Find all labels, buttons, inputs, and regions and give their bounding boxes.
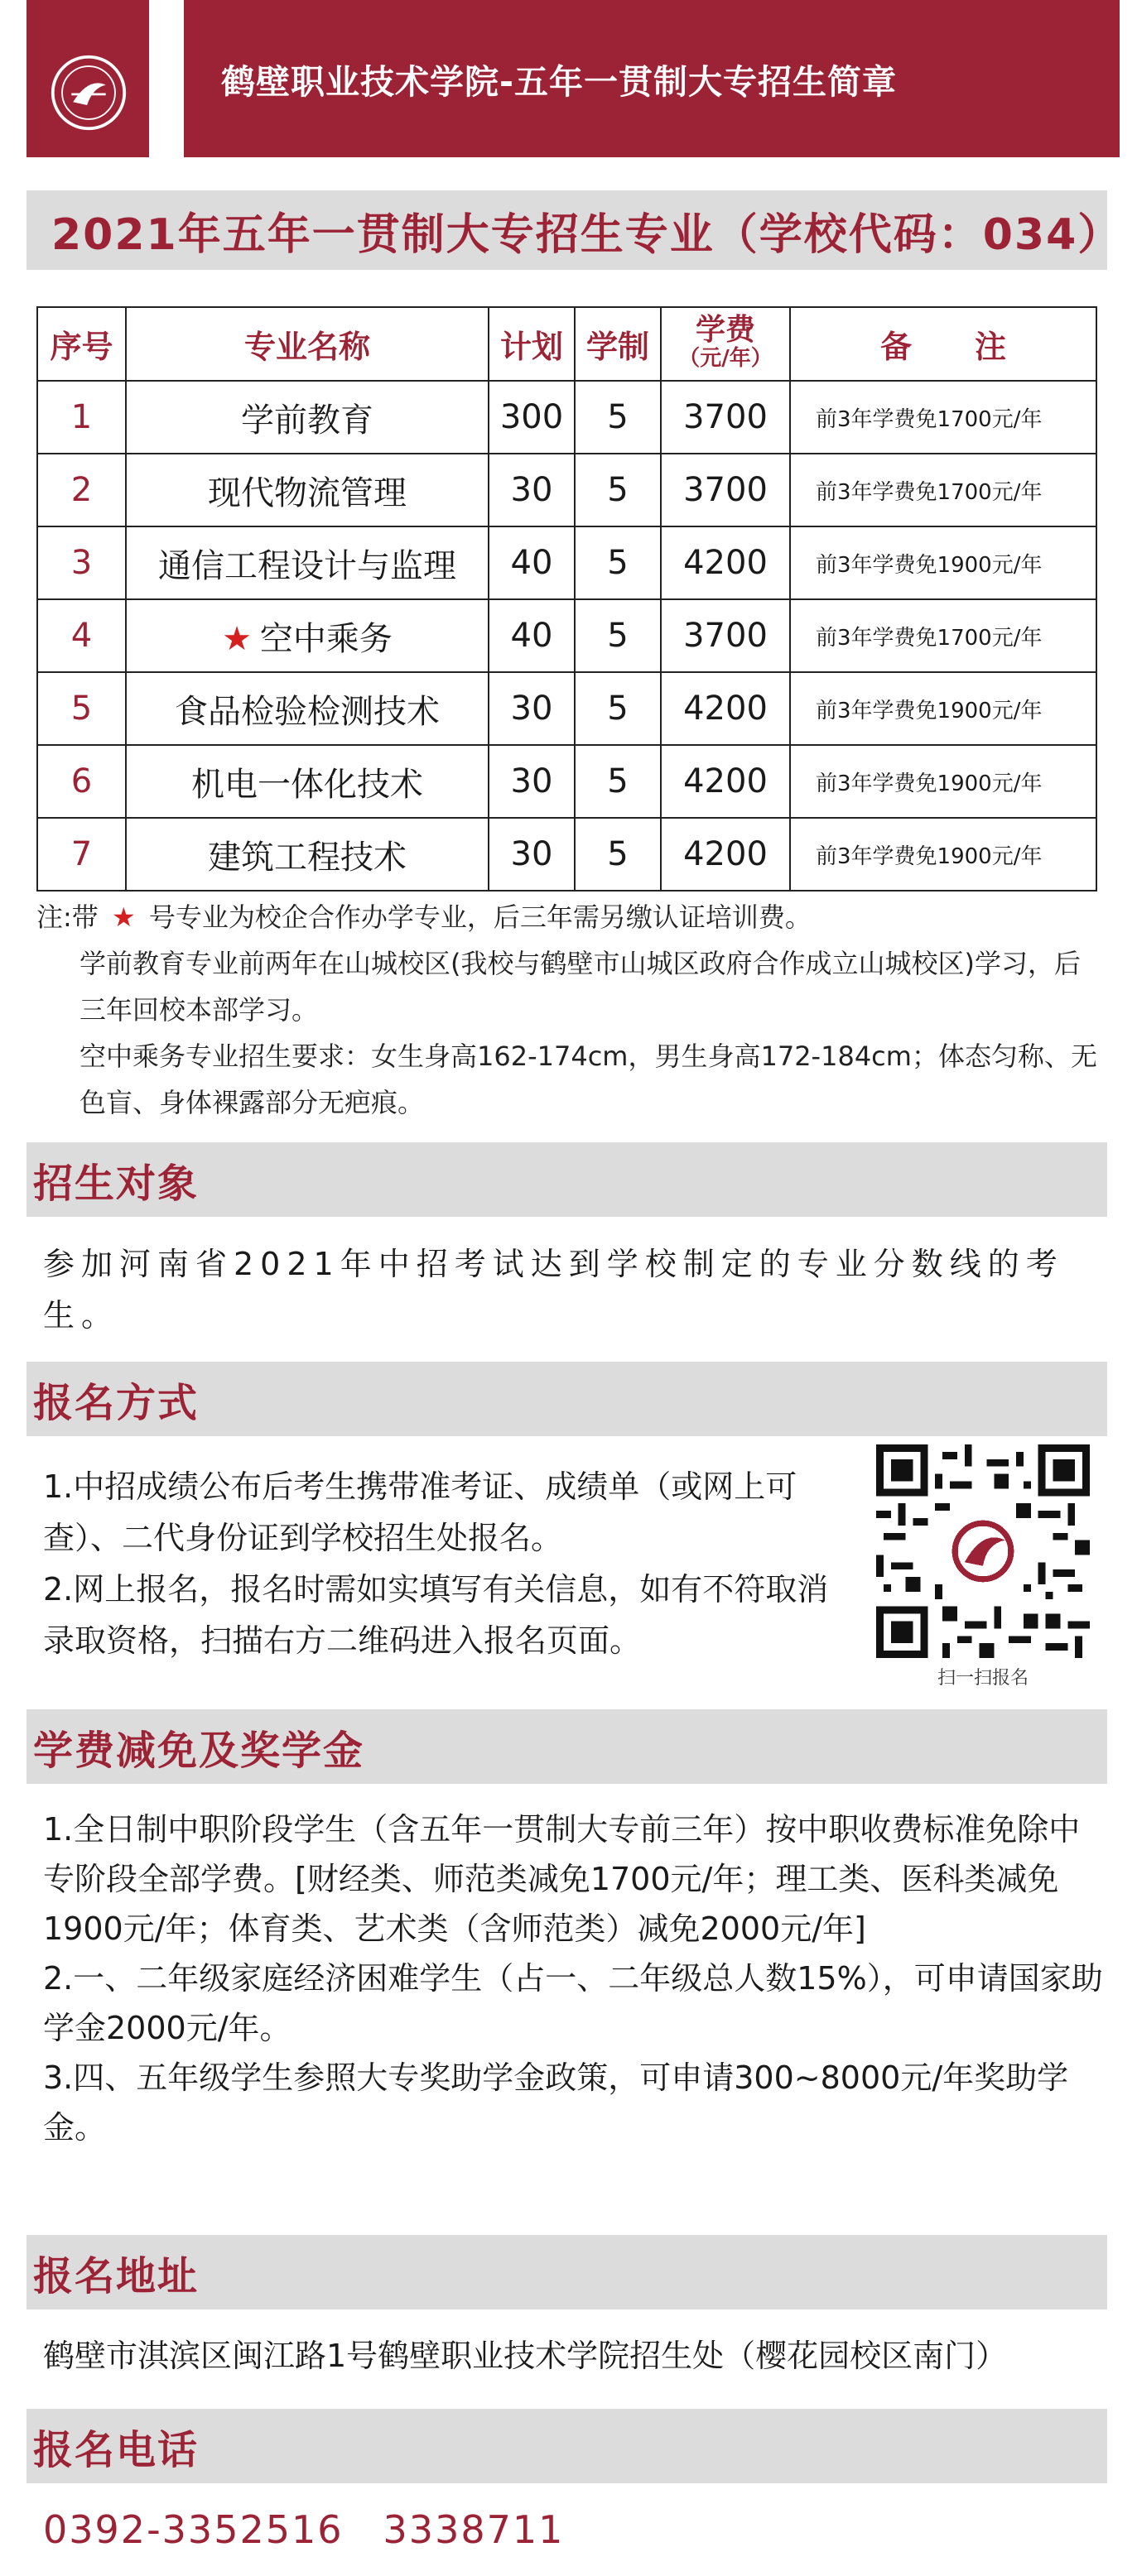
section-fees-title: 学费减免及奖学金 (33, 1727, 365, 1774)
row-fee: 4200 (661, 745, 790, 818)
subtitle-bar (26, 190, 1123, 270)
row-fee: 3700 (661, 454, 790, 526)
header-title-panel (184, 0, 1120, 157)
note-line-3: 空中乘务专业招生要求：女生身高162-174cm，男生身高172-184cm；体态匀称、无色盲、身体裸露部分无疤痕。 (79, 1040, 1097, 1118)
row-plan: 40 (489, 526, 575, 599)
note-line-1 (36, 894, 1105, 940)
target-text: 参加河南省2021年中招考试达到学校制定的专业分数线的考生。 (43, 1246, 1064, 1334)
row-fee: 4200 (661, 672, 790, 745)
table-row (37, 818, 1096, 891)
header-name: 专业名称 (126, 307, 489, 381)
row-index: 2 (37, 454, 126, 526)
row-note: 前3年学费免1700元/年 (790, 599, 1096, 672)
row-name-cell (126, 599, 489, 672)
row-fee: 3700 (661, 599, 790, 672)
register-item-1: 1.中招成绩公布后考生携带准考证、成绩单（或网上可查）、二代身份证到学校招生处报名。 (43, 1468, 797, 1556)
row-name: 通信工程设计与监理 (126, 526, 489, 599)
row-plan: 30 (489, 818, 575, 891)
qr-caption: 扫一扫报名 (937, 1668, 1029, 1689)
table-row (37, 672, 1096, 745)
row-plan: 300 (489, 381, 575, 454)
section-address (26, 2235, 1107, 2309)
registration-qr-code[interactable] (876, 1444, 1090, 1658)
row-years: 5 (575, 818, 661, 891)
row-name: 学前教育 (126, 381, 489, 454)
section-address-title: 报名地址 (33, 2252, 200, 2300)
row-index: 6 (37, 745, 126, 818)
fees-items (43, 1805, 1111, 2152)
address-text: 鹤壁市淇滨区闽江路1号鹤壁职业技术学院招生处（樱花园校区南门） (43, 2338, 1008, 2374)
row-index: 1 (37, 381, 126, 454)
row-note: 前3年学费免1900元/年 (790, 672, 1096, 745)
row-index: 4 (37, 599, 126, 672)
note-star-icon: ★ (111, 901, 136, 933)
header (0, 0, 1137, 157)
section-target-title: 招生对象 (33, 1160, 200, 1207)
header-years: 学制 (575, 307, 661, 381)
section-register (26, 1362, 1107, 1436)
row-note: 前3年学费免1900元/年 (790, 526, 1096, 599)
row-fee: 4200 (661, 818, 790, 891)
header-note: 备 注 (790, 307, 1096, 381)
table-row (37, 599, 1096, 672)
section-phone-title: 报名电话 (33, 2426, 200, 2473)
row-plan: 40 (489, 599, 575, 672)
section-fees (26, 1709, 1107, 1784)
row-note: 前3年学费免1900元/年 (790, 818, 1096, 891)
fees-item-1: 1.全日制中职阶段学生（含五年一贯制大专前三年）按中职收费标准免除中专阶段全部学费。[财经类、师范类减免1700元/年；理工类、医科类减免1900元/年；体育类、艺术类（含师范类）减免2000元/年] (43, 1811, 1081, 1947)
row-plan: 30 (489, 745, 575, 818)
row-name: 食品检验检测技术 (126, 672, 489, 745)
row-fee: 3700 (661, 381, 790, 454)
school-logo-icon (50, 54, 128, 132)
row-note: 前3年学费免1700元/年 (790, 381, 1096, 454)
section-phone (26, 2409, 1107, 2483)
row-name: 现代物流管理 (126, 454, 489, 526)
row-fee: 4200 (661, 526, 790, 599)
row-name: 空中乘务 (259, 619, 393, 658)
row-years: 5 (575, 745, 661, 818)
star-icon: ★ (222, 619, 252, 658)
row-years: 5 (575, 454, 661, 526)
majors-subtitle: 2021年五年一贯制大专招生专业（学校代码：034） (51, 209, 1123, 260)
table-row (37, 381, 1096, 454)
row-years: 5 (575, 672, 661, 745)
fees-item-2: 2.一、二年级家庭经济困难学生（占一、二年级总人数15%），可申请国家助学金2000元/年。 (43, 1960, 1103, 2046)
header-fee-unit: （元/年） (678, 345, 773, 371)
row-note: 前3年学费免1700元/年 (790, 454, 1096, 526)
row-index: 7 (37, 818, 126, 891)
header-index: 序号 (37, 307, 126, 381)
row-name: 建筑工程技术 (126, 818, 489, 891)
row-years: 5 (575, 526, 661, 599)
table-row (37, 745, 1096, 818)
register-item-2: 2.网上报名，报名时需如实填写有关信息，如有不符取消录取资格，扫描右方二维码进入报名页面。 (43, 1571, 829, 1659)
table-row (37, 526, 1096, 599)
note-star-text: 号专业为校企合作办学专业，后三年需另缴认证培训费。 (148, 901, 812, 933)
table-row (37, 454, 1096, 526)
row-years: 5 (575, 381, 661, 454)
row-name: 机电一体化技术 (126, 745, 489, 818)
header-fee (661, 307, 790, 381)
note-prefix: 注:带 (36, 901, 99, 933)
fees-item-3: 3.四、五年级学生参照大专奖助学金政策，可申请300~8000元/年奖助学金。 (43, 2059, 1069, 2146)
table-header-row (37, 307, 1096, 381)
row-years: 5 (575, 599, 661, 672)
phone-number[interactable]: 0392-3352516 3338711 (43, 2507, 565, 2552)
row-plan: 30 (489, 454, 575, 526)
row-plan: 30 (489, 672, 575, 745)
section-register-title: 报名方式 (33, 1379, 200, 1426)
note-line-2: 学前教育专业前两年在山城校区(我校与鹤壁市山城区政府合作成立山城校区)学习，后三年回校本部学习。 (79, 948, 1081, 1026)
row-index: 3 (37, 526, 126, 599)
header-plan: 计划 (489, 307, 575, 381)
header-fee-label: 学费 (695, 312, 755, 347)
row-index: 5 (37, 672, 126, 745)
row-note: 前3年学费免1900元/年 (790, 745, 1096, 818)
register-items (43, 1461, 850, 1666)
table-notes (36, 894, 1105, 1126)
page-title: 鹤壁职业技术学院-五年一贯制大专招生简章 (221, 61, 898, 102)
majors-table (36, 306, 1097, 892)
section-target (26, 1142, 1107, 1217)
